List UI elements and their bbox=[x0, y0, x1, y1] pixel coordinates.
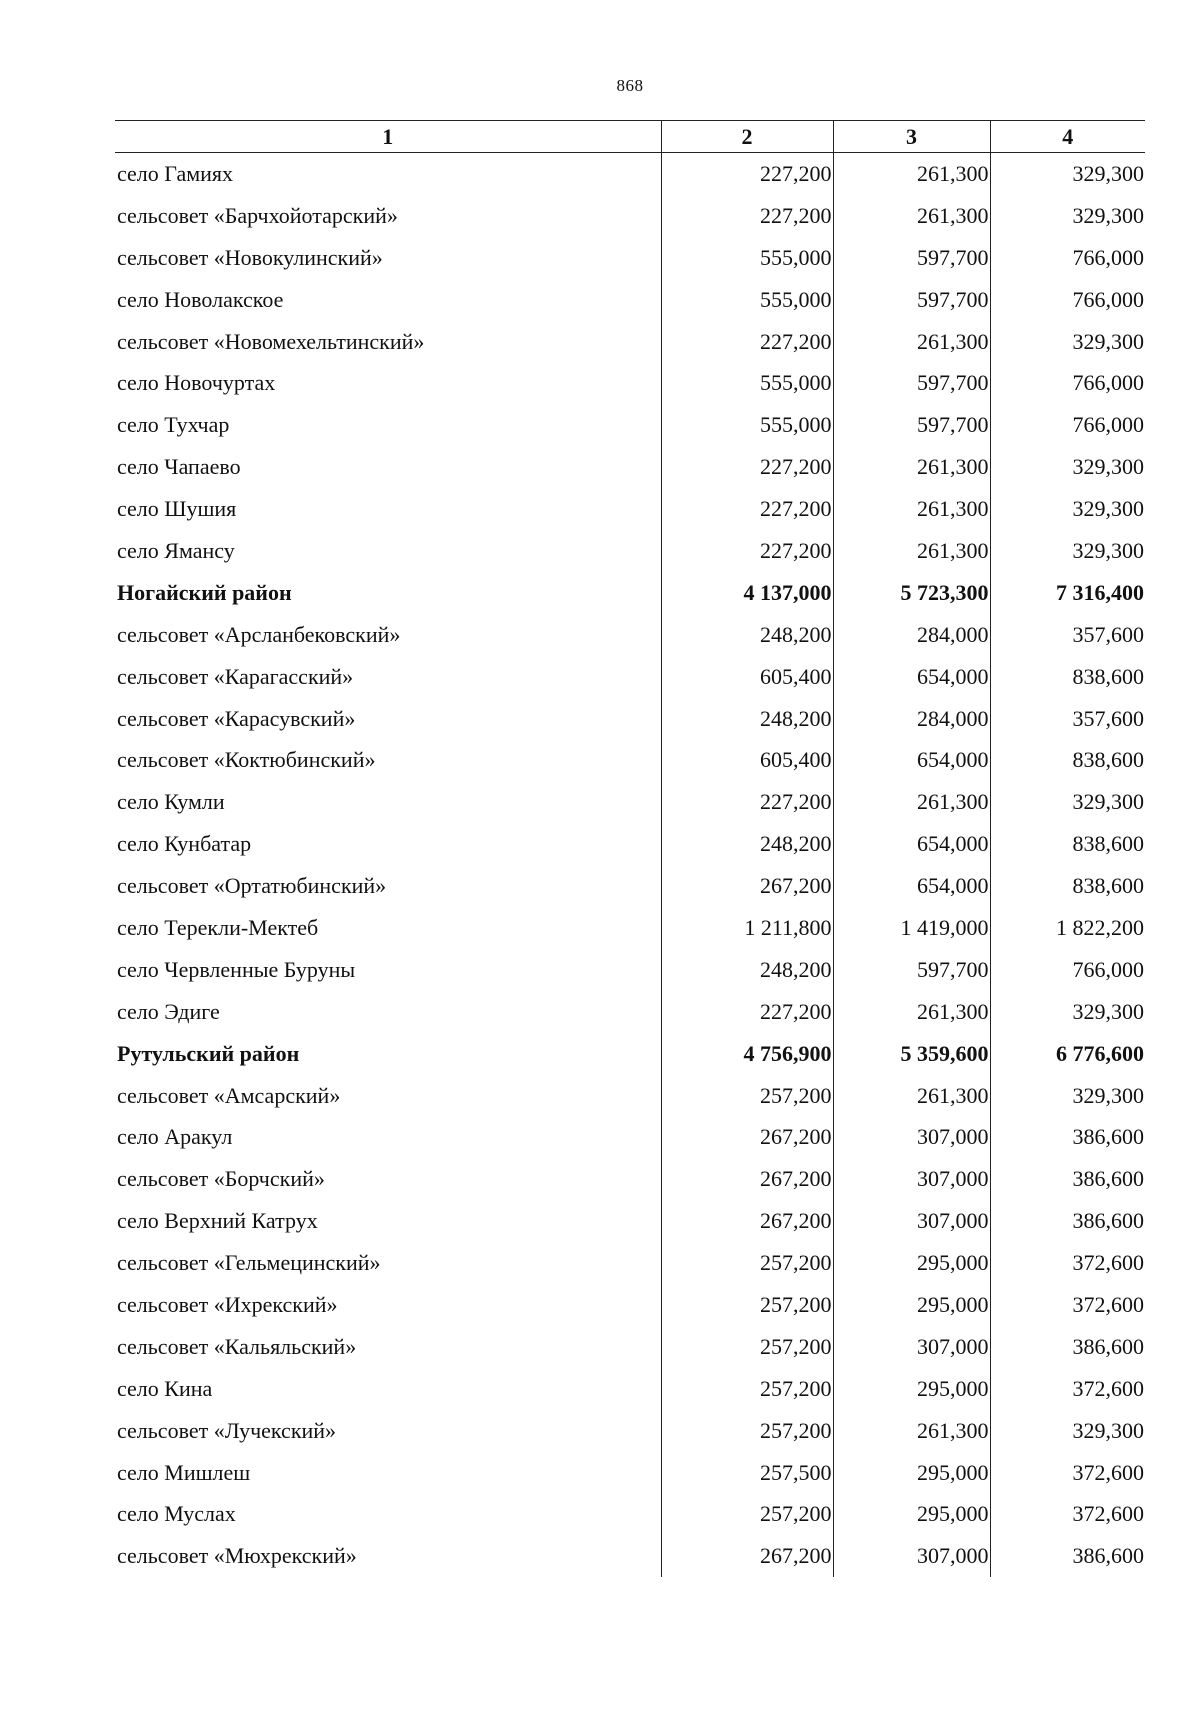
row-value-col4: 329,300 bbox=[990, 781, 1145, 823]
table-row bbox=[115, 1452, 1145, 1494]
row-name-cell: село Ямансу bbox=[117, 537, 235, 563]
row-name-cell: село Терекли-Мектеб bbox=[117, 914, 319, 940]
row-value-col2: 248,200 bbox=[661, 614, 833, 656]
row-value-col2: 227,200 bbox=[661, 153, 833, 195]
row-value-col4: 386,600 bbox=[990, 1158, 1145, 1200]
row-value-col3: 295,000 bbox=[833, 1368, 990, 1410]
row-value-col3: 307,000 bbox=[833, 1200, 990, 1242]
row-value-col4: 329,300 bbox=[990, 446, 1145, 488]
row-value-col4: 329,300 bbox=[990, 1410, 1145, 1452]
row-value-col2: 257,500 bbox=[661, 1452, 833, 1494]
row-value-col3: 307,000 bbox=[833, 1326, 990, 1368]
row-value-col4: 6 776,600 bbox=[990, 1033, 1145, 1075]
row-value-col2: 267,200 bbox=[661, 1535, 833, 1577]
row-name-cell: сельсовет «Новокулинский» bbox=[117, 244, 383, 270]
row-value-col3: 5 359,600 bbox=[833, 1033, 990, 1075]
row-name-cell: село Новочуртах bbox=[117, 370, 276, 396]
row-value-col4: 838,600 bbox=[990, 656, 1145, 698]
header-row bbox=[115, 121, 1145, 153]
table-row bbox=[115, 1075, 1145, 1117]
row-value-col2: 227,200 bbox=[661, 488, 833, 530]
row-name-cell: Ногайский район bbox=[117, 579, 292, 605]
row-name-cell: сельсовет «Амсарский» bbox=[117, 1082, 341, 1108]
row-name-cell: село Гамиях bbox=[117, 160, 234, 186]
row-value-col3: 295,000 bbox=[833, 1284, 990, 1326]
row-value-col2: 605,400 bbox=[661, 656, 833, 698]
row-value-col2: 1 211,800 bbox=[661, 907, 833, 949]
row-value-col2: 257,200 bbox=[661, 1284, 833, 1326]
row-value-col4: 7 316,400 bbox=[990, 572, 1145, 614]
row-value-col3: 261,300 bbox=[833, 488, 990, 530]
row-value-col4: 386,600 bbox=[990, 1200, 1145, 1242]
row-name-cell: сельсовет «Арсланбековский» bbox=[117, 621, 401, 647]
row-value-col3: 307,000 bbox=[833, 1535, 990, 1577]
row-value-col2: 555,000 bbox=[661, 404, 833, 446]
row-value-col2: 248,200 bbox=[661, 698, 833, 740]
row-value-col3: 597,700 bbox=[833, 237, 990, 279]
row-value-col3: 654,000 bbox=[833, 865, 990, 907]
table-row bbox=[115, 237, 1145, 279]
row-value-col2: 267,200 bbox=[661, 1158, 833, 1200]
row-value-col3: 597,700 bbox=[833, 279, 990, 321]
row-value-col4: 329,300 bbox=[990, 488, 1145, 530]
table-row bbox=[115, 362, 1145, 404]
row-name-cell: сельсовет «Мюхрекский» bbox=[117, 1543, 357, 1569]
table-row bbox=[115, 195, 1145, 237]
row-value-col4: 838,600 bbox=[990, 823, 1145, 865]
row-value-col4: 386,600 bbox=[990, 1535, 1145, 1577]
row-value-col3: 261,300 bbox=[833, 991, 990, 1033]
row-value-col3: 295,000 bbox=[833, 1242, 990, 1284]
table-row bbox=[115, 321, 1145, 363]
row-value-col3: 1 419,000 bbox=[833, 907, 990, 949]
row-value-col2: 267,200 bbox=[661, 865, 833, 907]
table-row bbox=[115, 488, 1145, 530]
row-value-col2: 257,200 bbox=[661, 1494, 833, 1536]
table-row bbox=[115, 279, 1145, 321]
row-value-col2: 555,000 bbox=[661, 237, 833, 279]
row-value-col3: 261,300 bbox=[833, 195, 990, 237]
row-value-col3: 261,300 bbox=[833, 781, 990, 823]
table-row bbox=[115, 1494, 1145, 1536]
row-value-col3: 654,000 bbox=[833, 656, 990, 698]
table-row bbox=[115, 530, 1145, 572]
row-name-cell: сельсовет «Новомехельтинский» bbox=[117, 328, 425, 354]
row-value-col2: 227,200 bbox=[661, 446, 833, 488]
row-value-col4: 766,000 bbox=[990, 404, 1145, 446]
row-value-col3: 284,000 bbox=[833, 698, 990, 740]
row-name-cell: село Кина bbox=[117, 1375, 213, 1401]
row-value-col2: 257,200 bbox=[661, 1326, 833, 1368]
table-row bbox=[115, 1326, 1145, 1368]
row-value-col3: 261,300 bbox=[833, 530, 990, 572]
row-value-col4: 386,600 bbox=[990, 1326, 1145, 1368]
table-row bbox=[115, 404, 1145, 446]
district-total-row bbox=[115, 1033, 1145, 1075]
row-name-cell: село Тухчар bbox=[117, 412, 230, 438]
row-name-cell: сельсовет «Гельмецинский» bbox=[117, 1250, 381, 1276]
table-row bbox=[115, 1158, 1145, 1200]
row-value-col3: 597,700 bbox=[833, 362, 990, 404]
row-name-cell: село Кумли bbox=[117, 789, 225, 815]
table-row bbox=[115, 907, 1145, 949]
column-header-1: 1 bbox=[115, 121, 661, 153]
row-value-col2: 227,200 bbox=[661, 781, 833, 823]
table-row bbox=[115, 823, 1145, 865]
row-value-col3: 597,700 bbox=[833, 949, 990, 991]
row-value-col4: 838,600 bbox=[990, 739, 1145, 781]
table-row bbox=[115, 1284, 1145, 1326]
row-value-col2: 257,200 bbox=[661, 1075, 833, 1117]
row-value-col2: 227,200 bbox=[661, 530, 833, 572]
row-value-col3: 295,000 bbox=[833, 1452, 990, 1494]
row-value-col3: 654,000 bbox=[833, 823, 990, 865]
row-value-col4: 372,600 bbox=[990, 1452, 1145, 1494]
row-value-col4: 766,000 bbox=[990, 362, 1145, 404]
row-value-col2: 605,400 bbox=[661, 739, 833, 781]
row-value-col4: 329,300 bbox=[990, 321, 1145, 363]
row-value-col4: 329,300 bbox=[990, 195, 1145, 237]
row-value-col3: 261,300 bbox=[833, 153, 990, 195]
table-header bbox=[115, 121, 1145, 153]
row-name-cell: сельсовет «Ортатюбинский» bbox=[117, 873, 387, 899]
row-name-cell: село Червленные Буруны bbox=[117, 956, 356, 982]
row-value-col4: 1 822,200 bbox=[990, 907, 1145, 949]
row-value-col2: 555,000 bbox=[661, 362, 833, 404]
row-name-cell: село Шушия bbox=[117, 496, 237, 522]
row-value-col2: 257,200 bbox=[661, 1242, 833, 1284]
row-value-col3: 307,000 bbox=[833, 1116, 990, 1158]
row-value-col2: 4 137,000 bbox=[661, 572, 833, 614]
row-value-col4: 372,600 bbox=[990, 1494, 1145, 1536]
row-name-cell: сельсовет «Ихрекский» bbox=[117, 1291, 338, 1317]
table-row bbox=[115, 153, 1145, 195]
column-header-2: 2 bbox=[661, 121, 833, 153]
row-value-col4: 357,600 bbox=[990, 614, 1145, 656]
column-header-3: 3 bbox=[833, 121, 990, 153]
row-value-col4: 838,600 bbox=[990, 865, 1145, 907]
row-value-col4: 329,300 bbox=[990, 153, 1145, 195]
row-value-col2: 227,200 bbox=[661, 321, 833, 363]
data-table-container bbox=[115, 120, 1145, 1577]
row-name-cell: сельсовет «Борчский» bbox=[117, 1166, 325, 1192]
table-body bbox=[115, 153, 1145, 1578]
row-value-col3: 654,000 bbox=[833, 739, 990, 781]
row-value-col4: 357,600 bbox=[990, 698, 1145, 740]
row-value-col4: 329,300 bbox=[990, 991, 1145, 1033]
row-value-col4: 372,600 bbox=[990, 1368, 1145, 1410]
table-row bbox=[115, 1116, 1145, 1158]
table-row bbox=[115, 865, 1145, 907]
table-row bbox=[115, 1535, 1145, 1577]
row-value-col2: 257,200 bbox=[661, 1410, 833, 1452]
row-name-cell: село Аракул bbox=[117, 1124, 233, 1150]
row-name-cell: сельсовет «Карасувский» bbox=[117, 705, 356, 731]
row-value-col4: 766,000 bbox=[990, 949, 1145, 991]
table-row bbox=[115, 446, 1145, 488]
row-value-col3: 261,300 bbox=[833, 1410, 990, 1452]
row-value-col4: 372,600 bbox=[990, 1284, 1145, 1326]
table-row bbox=[115, 656, 1145, 698]
row-value-col4: 329,300 bbox=[990, 1075, 1145, 1117]
table-row bbox=[115, 614, 1145, 656]
table-row bbox=[115, 739, 1145, 781]
row-value-col3: 261,300 bbox=[833, 321, 990, 363]
row-name-cell: сельсовет «Коктюбинский» bbox=[117, 747, 376, 773]
table-row bbox=[115, 1200, 1145, 1242]
row-name-cell: село Чапаево bbox=[117, 454, 241, 480]
row-name-cell: село Верхний Катрух bbox=[117, 1208, 318, 1234]
table-row bbox=[115, 991, 1145, 1033]
row-value-col2: 248,200 bbox=[661, 949, 833, 991]
row-value-col2: 257,200 bbox=[661, 1368, 833, 1410]
row-value-col3: 5 723,300 bbox=[833, 572, 990, 614]
row-name-cell: село Эдиге bbox=[117, 998, 220, 1024]
row-name-cell: сельсовет «Кальяльский» bbox=[117, 1333, 357, 1359]
row-value-col2: 267,200 bbox=[661, 1116, 833, 1158]
row-value-col3: 261,300 bbox=[833, 446, 990, 488]
table-row bbox=[115, 698, 1145, 740]
row-value-col4: 386,600 bbox=[990, 1116, 1145, 1158]
row-name-cell: село Мишлеш bbox=[117, 1459, 251, 1485]
row-name-cell: село Новолакское bbox=[117, 286, 284, 312]
table-row bbox=[115, 1410, 1145, 1452]
row-value-col3: 597,700 bbox=[833, 404, 990, 446]
row-name-cell: село Муслах bbox=[117, 1501, 236, 1527]
table-row bbox=[115, 949, 1145, 991]
row-value-col4: 372,600 bbox=[990, 1242, 1145, 1284]
row-value-col2: 4 756,900 bbox=[661, 1033, 833, 1075]
district-total-row bbox=[115, 572, 1145, 614]
row-value-col2: 227,200 bbox=[661, 991, 833, 1033]
table-row bbox=[115, 781, 1145, 823]
row-name-cell: сельсовет «Барчхойотарский» bbox=[117, 202, 398, 228]
row-name-cell: село Кунбатар bbox=[117, 831, 252, 857]
column-header-4: 4 bbox=[990, 121, 1145, 153]
row-value-col4: 766,000 bbox=[990, 279, 1145, 321]
row-value-col3: 295,000 bbox=[833, 1494, 990, 1536]
table-row bbox=[115, 1368, 1145, 1410]
row-value-col3: 261,300 bbox=[833, 1075, 990, 1117]
row-name-cell: сельсовет «Лучекский» bbox=[117, 1417, 337, 1443]
table-row bbox=[115, 1242, 1145, 1284]
row-value-col3: 284,000 bbox=[833, 614, 990, 656]
row-name-cell: сельсовет «Карагасский» bbox=[117, 663, 354, 689]
row-value-col2: 267,200 bbox=[661, 1200, 833, 1242]
data-table bbox=[115, 120, 1145, 1577]
row-value-col2: 248,200 bbox=[661, 823, 833, 865]
row-value-col3: 307,000 bbox=[833, 1158, 990, 1200]
page-number: 868 bbox=[616, 76, 644, 95]
row-value-col2: 555,000 bbox=[661, 279, 833, 321]
row-value-col4: 329,300 bbox=[990, 530, 1145, 572]
row-value-col2: 227,200 bbox=[661, 195, 833, 237]
row-value-col4: 766,000 bbox=[990, 237, 1145, 279]
row-name-cell: Рутульский район bbox=[117, 1040, 300, 1066]
